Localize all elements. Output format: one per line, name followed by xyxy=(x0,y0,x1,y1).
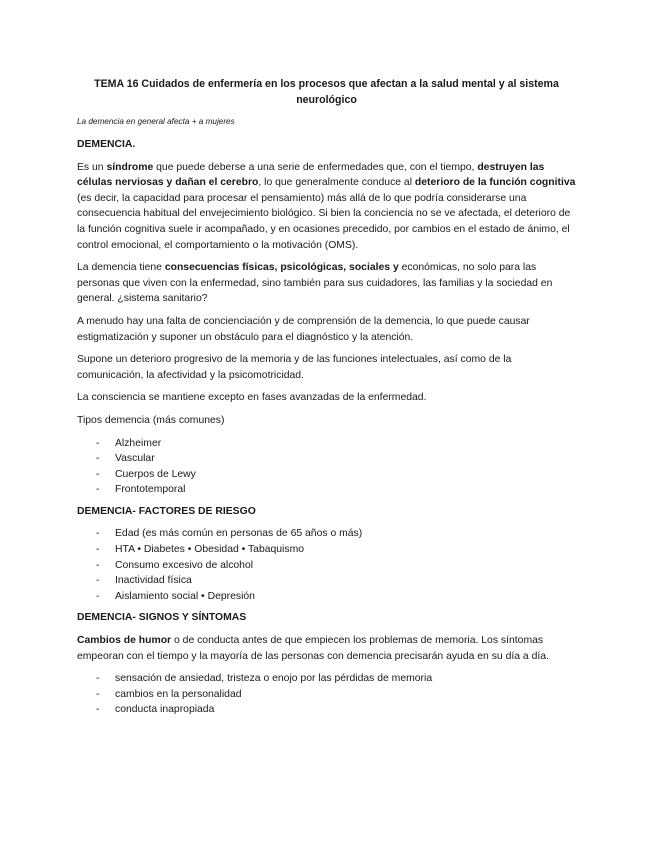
list-item: - Alzheimer xyxy=(77,436,576,452)
text-run: que puede deberse a una serie de enfermedades que, con el tiempo, xyxy=(153,161,478,173)
list-item: - Aislamiento social • Depresión xyxy=(77,589,576,605)
text-run: Es un xyxy=(77,161,107,173)
section-heading-symptoms: DEMENCIA- SIGNOS Y SÍNTOMAS xyxy=(77,612,247,624)
bold-text-run: Cambios de humor xyxy=(77,635,172,647)
text-run: La demencia tiene xyxy=(77,262,165,274)
dementia-types-list xyxy=(77,436,576,498)
document-title: TEMA 16 Cuidados de enfermería en los procesos que afectan a la salud mental y al sistema neurológico xyxy=(94,78,559,106)
risk-factors-list xyxy=(77,526,576,604)
paragraph-consequences xyxy=(77,260,576,307)
handwritten-note: La demencia en general afecta + a mujeres xyxy=(77,117,235,126)
types-label: Tipos demencia (más comunes) xyxy=(77,414,225,426)
paragraph-deterioration: Supone un deterioro progresivo de la memoria y de las funciones intelectuales, así como de la comunicación, la afectividad y la psicomotricidad. xyxy=(77,354,512,381)
list-item: - conducta inapropiada xyxy=(77,702,576,718)
section-heading-dementia: DEMENCIA. xyxy=(77,139,136,150)
text-run: , lo que generalmente conduce al xyxy=(258,177,415,189)
list-item: - Cuerpos de Lewy xyxy=(77,467,576,483)
text-run: (es decir, la capacidad para procesar el pensamiento) más allá de lo que podría considerarse una consecuencia habitual del envejecimiento biológico. Si bien la conciencia no se ve afectada, el deterioro de la función cognitiva suele ir acompañado, y en ocasiones precedido, por cambios en el estado de ánimo, el control emocional, el comportamiento o la motivación (OMS). xyxy=(77,192,571,251)
paragraph-mood-changes xyxy=(77,633,576,664)
bold-text-run: síndrome xyxy=(106,161,154,173)
list-item: - Edad (es más común en personas de 65 años o más) xyxy=(77,526,576,542)
text-run: o de conducta antes de que empiecen los problemas de memoria. Los síntomas empeoran con el tiempo y la mayoría de las personas con demencia precisarán ayuda en su día a día. xyxy=(77,635,549,662)
symptoms-list xyxy=(77,671,576,718)
text-run: económicas, no solo para las personas que viven con la enfermedad, sino también para sus cuidadores, las familias y la sociedad en general. ¿sistema sanitario? xyxy=(77,262,553,305)
bold-text-run: destruyen las células nerviosas y dañan el cerebro xyxy=(77,161,545,189)
bold-text-run: deterioro de la función cognitiva xyxy=(414,177,576,189)
paragraph-consciousness: La consciencia se mantiene excepto en fases avanzadas de la enfermedad. xyxy=(77,392,427,404)
list-item: - HTA • Diabetes • Obesidad • Tabaquismo xyxy=(77,542,576,558)
list-item: - Vascular xyxy=(77,451,576,467)
list-item: - Consumo excesivo de alcohol xyxy=(77,558,576,574)
list-item: - Inactividad física xyxy=(77,573,576,589)
list-item: - Frontotemporal xyxy=(77,482,576,498)
list-item: - cambios en la personalidad xyxy=(77,687,576,703)
paragraph-definition xyxy=(77,160,576,254)
paragraph-awareness: A menudo hay una falta de concienciación y de comprensión de la demencia, lo que puede causar estigmatización y suponer un obstáculo para el diagnóstico y la atención. xyxy=(77,315,530,343)
section-heading-risk-factors: DEMENCIA- FACTORES DE RIESGO xyxy=(77,505,256,517)
list-item: - sensación de ansiedad, tristeza o enojo por las pérdidas de memoria xyxy=(77,671,576,687)
bold-text-run: consecuencias físicas, psicológicas, sociales y xyxy=(164,262,399,274)
